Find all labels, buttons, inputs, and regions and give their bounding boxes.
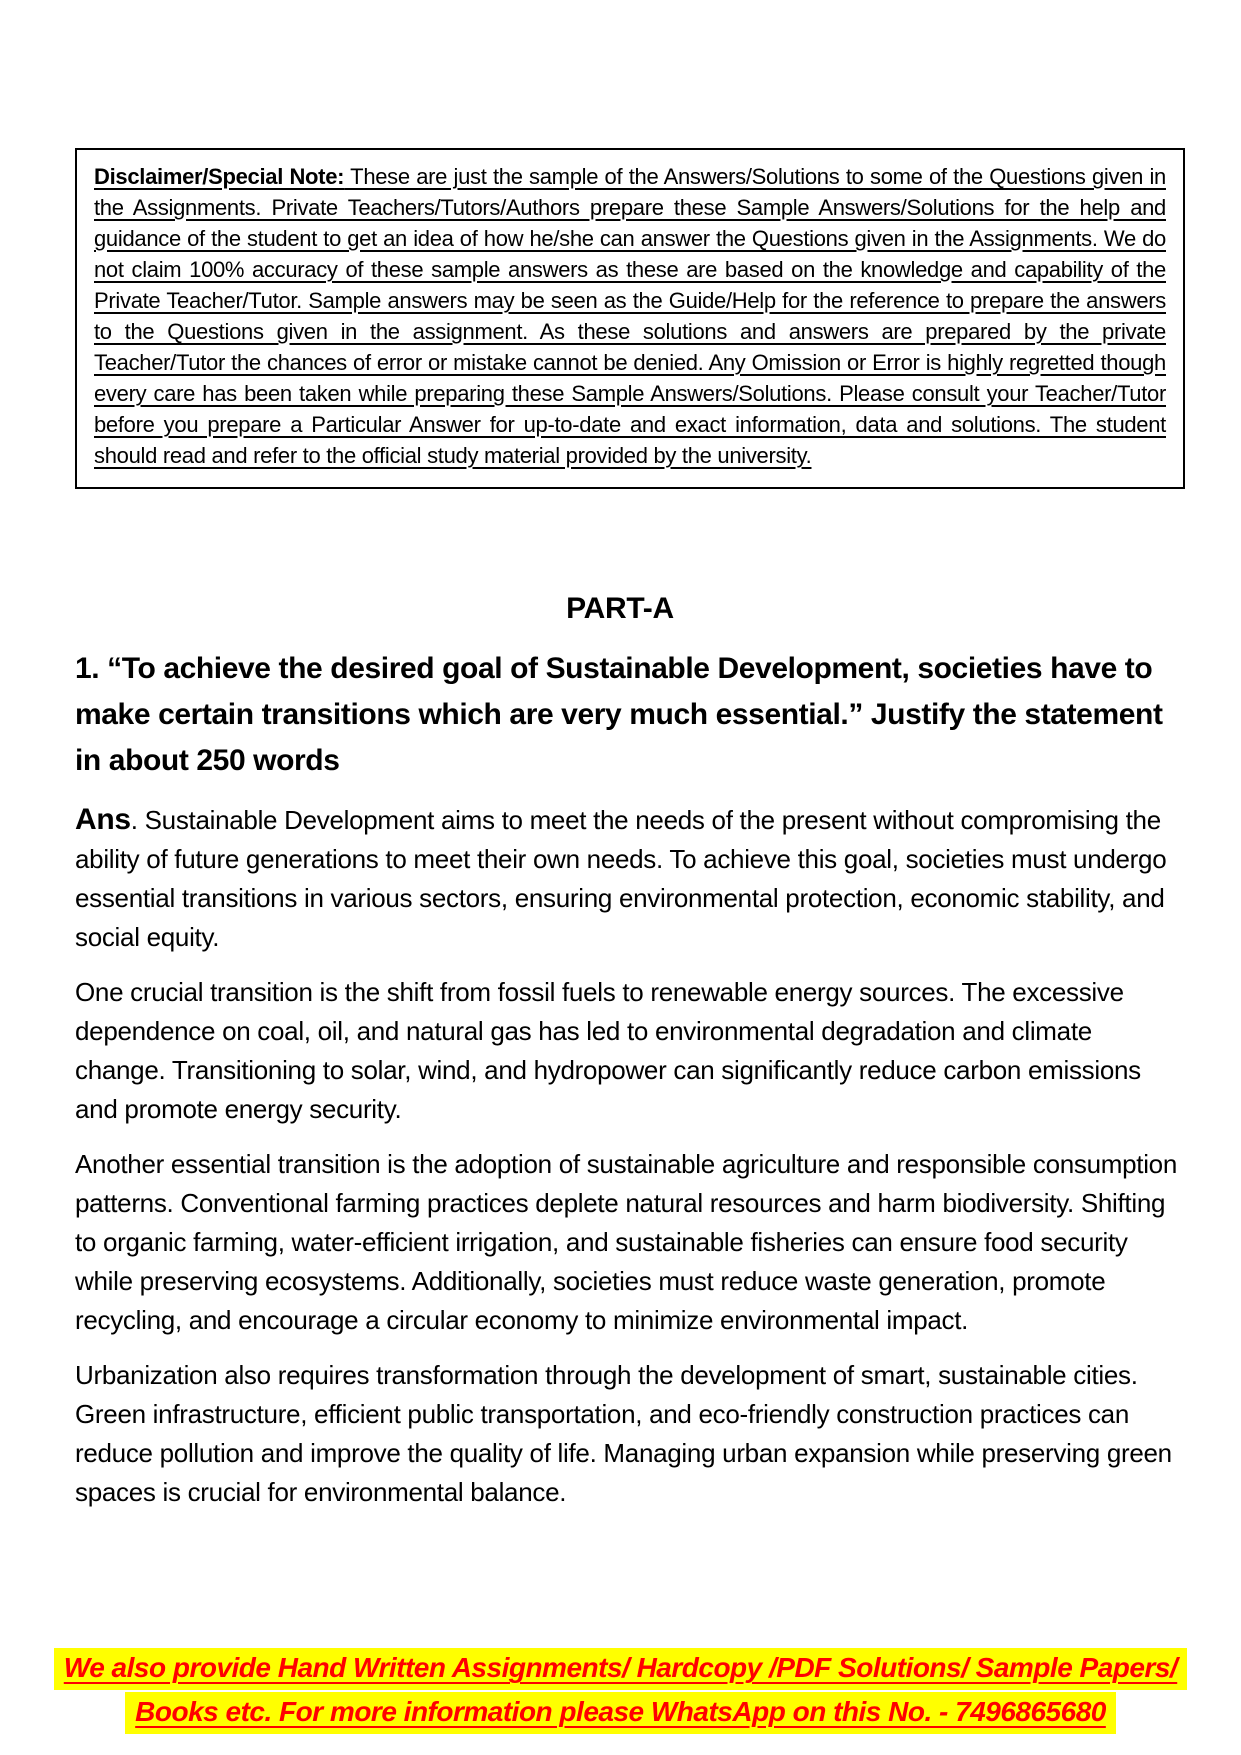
answer-paragraph: One crucial transition is the shift from fossil fuels to renewable energy sources. The excessive dependence on coal, oil, and natural gas has led to environmental degradation and climate change. Transitioning to solar, wind, and hydropower can significantly reduce carbon emissions and promote energy security. (75, 977, 1141, 1124)
footer-promo-line-wrap (0, 1692, 1241, 1734)
footer-promo-line: We also provide Hand Written Assignments/ Hardcopy /PDF Solutions/ Sample Papers/ (54, 1648, 1187, 1690)
answer-intro-paragraph (75, 800, 1180, 957)
answer-paragraphs (75, 973, 1180, 1512)
question-1: 1. “To achieve the desired goal of Sustainable Development, societies have to make certain transitions which are very much essential.” Justify the statement in about 250 words (75, 652, 1163, 777)
disclaimer-box (75, 148, 1185, 489)
answer-paragraph: Another essential transition is the adoption of sustainable agriculture and responsible consumption patterns. Conventional farming practices deplete natural resources and harm biodiversity. Shifting to organic farming, water-efficient irrigation, and sustainable fisheries can ensure food security while preserving ecosystems. Additionally, societies must reduce waste generation, promote recycling, and encourage a circular economy to minimize environmental impact. (75, 1149, 1177, 1335)
answer-label: Ans (75, 803, 131, 836)
answer-paragraph: Urbanization also requires transformation through the development of smart, sustainable cities. Green infrastructure, efficient public transportation, and eco-friendly construction practices can reduce pollution and improve the quality of life. Managing urban expansion while preserving green spaces is crucial for environmental balance. (75, 1360, 1172, 1507)
disclaimer-label: Disclaimer/Special Note: (94, 164, 345, 189)
footer-promo (0, 1648, 1241, 1736)
answer-intro-text: . Sustainable Development aims to meet the needs of the present without compromising the ability of future generations to meet their own needs. To achieve this goal, societies must undergo essential transitions in various sectors, ensuring environmental protection, economic stability, and social equity. (75, 805, 1167, 952)
disclaimer-text (94, 161, 1166, 471)
part-a-heading: PART-A (566, 592, 674, 625)
disclaimer-body: These are just the sample of the Answers/Solutions to some of the Questions given in the Assignments. Private Teachers/Tutors/Authors prepare these Sample Answers/Solutions for the help and guidance of the student to get an idea of how he/she can answer the Questions given in the Assignments. We do not claim 100% accuracy of these sample answers as these are based on the knowledge and capability of the Private Teacher/Tutor. Sample answers may be seen as the Guide/Help for the reference to prepare the answers to the Questions given in the assignment. As these solutions and answers are prepared by the private Teacher/Tutor the chances of error or mistake cannot be denied. Any Omission or Error is highly regretted though every care has been taken while preparing these Sample Answers/Solutions. Please consult your Teacher/Tutor before you prepare a Particular Answer for up-to-date and exact information, data and solutions. The student should read and refer to the official study material provided by the university. (94, 164, 1166, 468)
answer-section (75, 800, 1180, 1528)
footer-promo-line-wrap (0, 1648, 1241, 1690)
footer-promo-line: Books etc. For more information please WhatsApp on this No. - 7496865680 (125, 1692, 1116, 1734)
